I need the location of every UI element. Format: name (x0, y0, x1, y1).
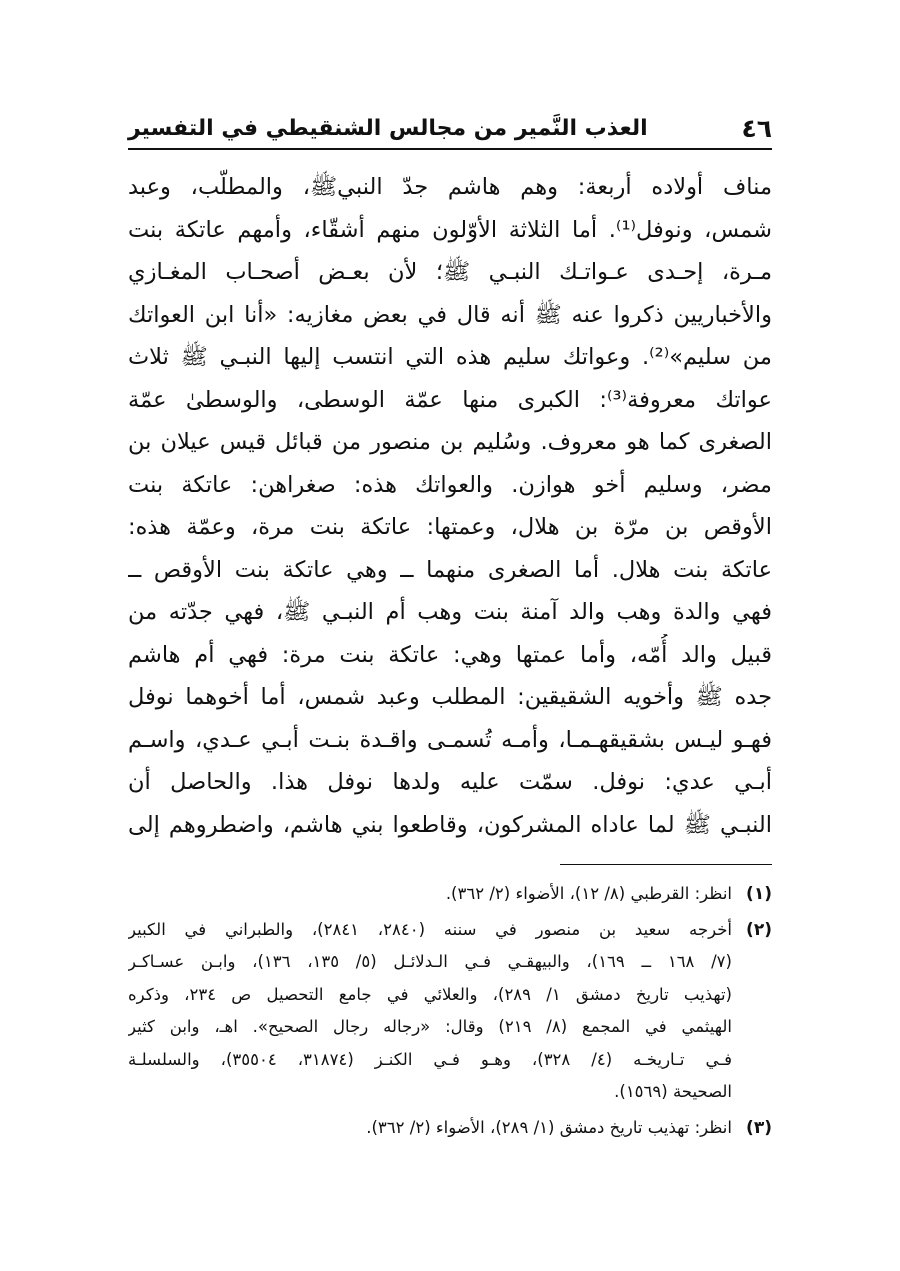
footnote-1 (128, 878, 772, 911)
text-line: فهـو ليـس بشقيقهـمـا، وأمـه تُسمـى واقـدة بنـت أبـي عـدي، واسـم (128, 726, 772, 753)
footnote-2 (128, 914, 772, 1109)
text-line: مضر، وسليم أخو هوازن. والعواتك هذه: صغراهن: عاتكة بنت (128, 471, 772, 498)
footnote-marker: (١) (746, 884, 772, 904)
footnote-marker: (٢) (746, 919, 772, 940)
text-line: مـرة، إحـدى عـواتـك النبـي ﷺ؛ لأن بعـض أصحـاب المغـازي (128, 259, 772, 285)
text-line: والأخباريين ذكروا عنه ﷺ أنه قال في بعض مغازيه: «أنا ابن العواتك (128, 301, 772, 328)
page-number: ٤٦ (741, 114, 772, 143)
text-line: قبيل والد أُمّه، وأما عمتها وهي: عاتكة بنت مرة: فهي أم هاشم (128, 641, 772, 668)
text-line: من سليم»⁽²⁾. وعواتك سليم هذه التي انتسب إليها النبـي ﷺ ثلاث (128, 344, 772, 370)
text-line: الصغرى كما هو معروف. وسُليم بن منصور من قبائل قيس عيلان بن (128, 429, 772, 455)
footnote-line: الهيثمي في المجمع (٨/ ٢١٩) وقال: «رجاله رجال الصحيح». اهـ، وابن كثير (128, 1017, 732, 1036)
running-title: العذب النَّمير من مجالس الشنقيطي في التفسير (128, 116, 648, 141)
text-line: الأوقص بن مرّة بن هلال، وعمتها: عاتكة بنت مرة، وعمّة هذه: (128, 514, 772, 540)
footnote-line: (تهذيب تاريخ دمشق ١/ ٢٨٩)، والعلائي في جامع التحصيل ص ٢٣٤، وذكره (128, 984, 732, 1004)
text-line: مناف أولاده أربعة: وهم هاشم جدّ النبيﷺ، والمطلّب، وعبد (128, 174, 772, 200)
footnote-line: أخرجه سعيد بن منصور في سننه (٢٨٤٠، ٢٨٤١)، والطبراني في الكبير (128, 919, 732, 939)
text-line: جده ﷺ وأخويه الشقيقين: المطلب وعبد شمس، أما أخوهما نوفل (128, 684, 772, 710)
main-text (128, 166, 772, 846)
footnote-line: انظر: تهذيب تاريخ دمشق (١/ ٢٨٩)، الأضواء (٢/ ٣٦٢). (366, 1117, 732, 1137)
footnote-marker: (٣) (746, 1117, 772, 1138)
footnote-line: (٧/ ١٦٨ ــ ١٦٩)، والبيهقـي فـي الـدلائـل (٥/ ١٣٥، ١٣٦)، وابـن عسـاكـر (128, 952, 732, 971)
text-line: النبـي ﷺ لما عاداه المشركون، وقاطعوا بني هاشم، واضطروهم إلى (128, 811, 772, 838)
text-line: شمس، ونوفل⁽¹⁾. أما الثلاثة الأوّلون منهم أشقّاء، وأمهم عاتكة بنت (128, 216, 772, 243)
text-line: عاتكة بنت هلال. أما الصغرى منهما ــ وهي عاتكة بنت الأوقص ــ (128, 556, 772, 583)
footnote-line: فـي تـاريخـه (٤/ ٣٢٨)، وهـو فـي الكنـز (٣١٨٧٤، ٣٥٥٠٤)، والسلسلـة (128, 1049, 732, 1069)
text-line: أبـي عدي: نوفل. سمّت عليه ولدها نوفل هذا. والحاصل أن (128, 769, 772, 795)
footnote-3 (128, 1112, 772, 1145)
text-line: عواتك معروفة⁽³⁾: الكبرى منها عمّة الوسطى، والوسطىٰ عمّة (128, 386, 772, 413)
footnote-line: الصحيحة (١٥٦٩). (614, 1082, 732, 1101)
page-header (128, 112, 772, 150)
footnote-line: انظر: القرطبي (٨/ ١٢)، الأضواء (٢/ ٣٦٢). (445, 884, 732, 903)
text-line: فهي والدة وهب والد آمنة بنت وهب أم النبـي ﷺ، فهي جدّته من (128, 599, 772, 625)
footnotes (128, 878, 772, 1147)
header-divider (128, 148, 772, 150)
footnote-divider (560, 864, 772, 865)
